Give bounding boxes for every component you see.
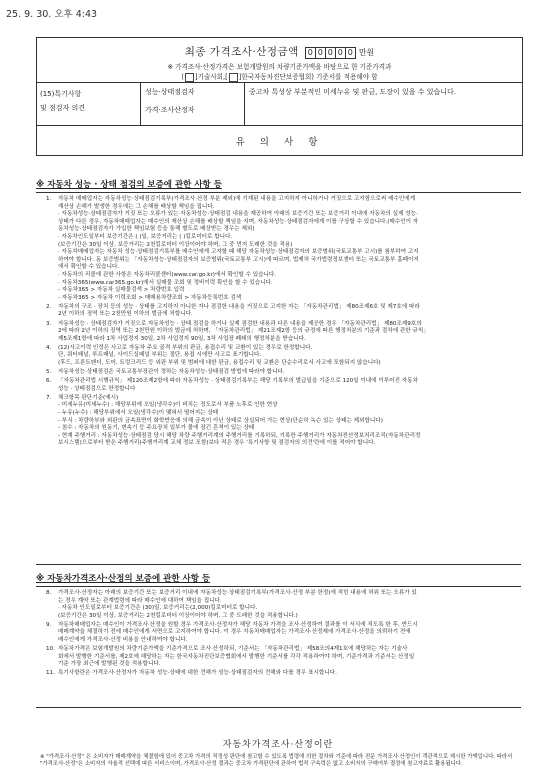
item-line: · 자동차 인도일로부터 보증기간은 (30)일, 보증거리는(2,000)킬로미터로 합니다.	[58, 605, 258, 612]
final-price-row	[37, 44, 522, 59]
item-line: 재산상 손해가 발생한 경우에는 그 손해를 배상할 책임을 집니다.	[58, 203, 215, 210]
item-number: 8.	[46, 590, 52, 596]
price-note-1: ※ 가격조사·산정가격은 보험개발원의 차량기준가액을 바탕으로 한 기준가격과	[167, 63, 392, 71]
notice-item	[46, 395, 516, 448]
item-line: 하여야 합니다. 동 보증범위는 「자동차성능·상태점검자의 보증범위(국토교통부 고시)에 따르며, 법제처 국가법령정보센터 또는 국토교통부 홈페이지	[58, 256, 419, 263]
item-line: 「자동차관리법 시행규칙」 제120조제2항에 따라 자동차성능 · 상태점검기록부는 해당 기록부의 발급일을 기준으로 120일 이내에 이루어진 자동차	[58, 378, 418, 385]
item-line: (보증기간은 30일 이상, 보증거리는 2천킬로미터 이상이어야 하며, 그 중 도래한 것을 적용합니다.)	[58, 612, 298, 619]
item-line: 매매계약을 체결하기 전에 매수인에게 서면으로 고지하여야 합니다. 이 경우 자동차매매업자는 가격조사·산정제에 가격조사·산정을 의뢰하기 전에	[58, 629, 411, 636]
item-line: 제5조제1항에 따라 1차 사업정지 30일, 2차 사업정지 90일, 3차 사업장 폐쇄의 행정처분을 받습니다.	[58, 335, 306, 342]
footer-title: 자동차가격조사·산정이란	[222, 740, 334, 750]
item-line: · 자동차매매업자는 자동차 성능·상태점검기록부를 매수인에게 고지할 때 해당 자동차성능·상태점검자의 보증범위(국토교통부 고시)를 첨부하여 고지	[58, 249, 419, 256]
price-note-2: ( ]기술사회,[ ]한국자동차진단보증협회) 기준서를 적용해야 함	[181, 73, 378, 81]
item-line: · 자동차성능·상태점검자가 거짓 또는 오류가 있는 자동차성능·상태점검 내용을 제공하여 아래의 보증기간 또는 보증거리 이내에 자동차의 실제 성능·	[58, 211, 418, 218]
notice-item	[46, 345, 516, 368]
item-line: 자동차성능 · 상태점검자가 거짓으로 자동차성능 · 상태 점검을 하거나 실제 점검한 내용과 다른 내용을 제공한 경우 「자동차관리법」 제80조제9호의	[58, 320, 422, 327]
assessor-role-label: 가격·조사산정자	[145, 106, 195, 114]
price-digit: 0	[345, 47, 356, 59]
item-line: 2년 이하의 징역 또는 2천만원 이하의 벌금에 처합니다.	[58, 311, 193, 318]
item-line: 가격조사·산정자는 아래의 보증기간 또는 보증거리 이내에 자동차성능·상태점검기록부(가격조사·산정 부분 한정)에 적힌 내용에 허위 또는 오류가 있	[58, 590, 417, 596]
notice-item	[46, 321, 516, 344]
price-digit: 0	[315, 47, 326, 59]
notice-item	[46, 590, 516, 620]
item-line: 단, 쿼터패널, 루프패널, 사이드실패널 부위는 절단, 용접 시에만 사고로 표기합니다.	[58, 352, 262, 359]
role-cell	[141, 83, 245, 125]
item-line: 매수인에게 가격조사·산정 비용을 안내하여야 합니다.	[58, 637, 188, 644]
notice-item	[46, 304, 516, 319]
item-line: 자동차의 구조 · 장치 등의 성능 · 상태를 고지하지 아니한 자나 점검한 내용을 거짓으로 고지한 자는 「자동차관리법」 제80조제6호 및 제7호에 따라	[58, 303, 420, 310]
section1-items	[46, 196, 516, 450]
item-line: - 부식 : 차량하부와 외판의 금속표면이 화학반응에 의해 금속이 아닌 상태로 상실되어 가는 현상(단순히 녹슨 있는 상태는 제외합니다)	[58, 417, 383, 424]
notice-item	[46, 378, 516, 393]
print-timestamp: 25. 9. 30. 오후 4:43	[6, 9, 98, 20]
item-line: (후드, 프론트펜더, 도어, 트렁크리드 등 외판 부위 및 범퍼에 대한 판금, 용접수리 및 교환은 단순수리로서 사고에 포함되지 않습니다)	[58, 359, 381, 366]
item-line: - 자동차365 > 자동차 이력조회 > 매매용차량조회 > 자동차등록번호 검색	[58, 294, 242, 301]
item-number: 5.	[46, 369, 52, 376]
item-number: 3.	[46, 320, 52, 327]
item-number: 1.	[46, 196, 52, 202]
item-line: - 누유(누수) : 해당부위에서 오일(냉각수)이 맺혀서 떨어지는 상태	[58, 410, 219, 417]
remarks-label-cell	[37, 83, 141, 125]
item-line: (12)사고이력 인정은 사고로 자동차 주요 골격 부위의 판금, 용접수리 및 교환이 있는 경우로 한정합니다.	[58, 344, 313, 351]
inspector-opinion-label: 및 점검자 의견	[40, 104, 86, 112]
item-line: 2에 따라 2년 이하의 징역 또는 2천만원 이하의 벌금에 처하며, 「자동차관리법」 제21조제2항 등의 규정에 따른 행정처분의 기준과 절차에 관한 규칙」	[58, 328, 429, 335]
notice-item	[46, 646, 516, 669]
item-line: · 자동차365(www.car365.go.kr)에서 실매물 조회 및 정비이력 확인을 할 수 있습니다.	[58, 279, 273, 286]
item-line: · 자동차의 리콜에 관한 사항은 자동차리콜센터(www.car.go.kr)에서 확인할 수 있습니다.	[58, 271, 277, 278]
remark-text: 중고차 특성상 부분적인 미세누유 및 판금, 도장이 있을 수 있습니다.	[249, 88, 457, 96]
notice-item	[46, 622, 516, 645]
item-line: - 현재 주행거리 : 자동차성능·상태점검 당시 해당 차량 주행거리계의 주행거리를 기록하되, 기록한 주행거리가 자동차전산정보처리조직(자동차관리정	[58, 432, 421, 439]
item-line: (보증기간은 30일 이상, 보증거리는 2천킬로미터 이상이어야 하며, 그 중 먼저 도래한 것을 적용)	[58, 241, 293, 248]
item-line: - 침수 : 자동차의 원동기, 변속기 등 주요장치 일부가 물에 잠긴 흔적이 있는 상태	[58, 425, 255, 432]
kadia-label: 한국자동차진단보증협회) 기준서를 적용해야 함	[241, 73, 378, 81]
price-digit: 0	[325, 47, 336, 59]
item-line: 에서 확인할 수 있습니다.	[58, 264, 120, 271]
section2-title: ※ 자동차가격조사·산정의 보증에 관한 사항 등	[36, 574, 211, 584]
section1-title: ※ 자동차 성능 · 상태 점검의 보증에 관한 사항 등	[36, 180, 222, 190]
item-line: - 자동차365 > 자동차 실매물검색 > 차량번호 입력	[58, 287, 185, 294]
price-digit: 0	[305, 47, 316, 59]
item-line: - 미세누유(미세누수) : 해당부위에 오일(냉각수)이 비치는 정도로서 부품 노후로 인한 현상	[58, 402, 278, 409]
item-number: 7.	[46, 394, 52, 401]
final-price-label: 최종 가격조사·산정금액	[184, 46, 299, 58]
item-line: 상태가 다른 경우, 자동차매매업자는 매수인의 재산상 손해를 배상할 책임을 지며, 자동차성능·상태점검자에게 이를 구상할 수 있습니다.(매수인이 자	[58, 218, 419, 225]
notice-item	[46, 369, 516, 377]
item-line: · 자동차인도일부터 보증기간은 ( )일, 보증거리는 ( )킬로미터로 합니다.	[58, 233, 233, 240]
item-line: 자동차가격은 보험개발원의 차량기준가액을 기준가격으로 조사·산정하되, 기준서는 「자동차관리법」 제58조의4제1호에 해당하는 자는 기술사	[58, 646, 408, 653]
item-number: 11.	[46, 670, 55, 677]
item-line: 는 경우 계약 또는 관계법령에 따라 매수인에 대하여 책임을 집니다.	[58, 597, 222, 604]
item-number: 10.	[46, 646, 55, 653]
item-line: 기준 가장 최근에 발행된 것을 적용합니다.	[58, 661, 161, 668]
item-number: 9.	[46, 621, 52, 628]
price-assessment-box	[36, 37, 523, 156]
item-line: 체크항목 판단기준(예시)	[58, 394, 119, 401]
item-number: 6.	[46, 378, 52, 385]
price-unit: 만원	[358, 48, 375, 57]
remarks-row	[37, 82, 522, 126]
item-line: 회에서 발행한 기준서를, 제2호에 해당하는 자는 한국자동차진단보증협회에서 발행한 기준서를 각각 적용하여야 하며, 기준가격과 기준서는 산정일	[58, 653, 415, 660]
notice-title: 유 의 사 항	[235, 137, 324, 148]
price-digit: 0	[335, 47, 346, 59]
checkbox-kadia[interactable]	[229, 73, 238, 82]
notice-item	[46, 670, 516, 678]
item-line: 자동차 매매업자는 자동차성능·상태점검기록부(가격조사·산정 부분 제외)에 기재된 내용을 고지하지 아니하거나 거짓으로 고지함으로써 매수인에게	[58, 196, 416, 202]
checkbox-tech-society[interactable]	[185, 73, 194, 82]
section2-items	[46, 590, 516, 680]
footer-text: ※ "가격조사·산정" 은 소비자가 매매계약을 체결함에 있어 중고차 가격의 적정성 판단에 참고할 수 있도록 법령에 의한 절차와 기준에 따라 전문 가격조사·산정인이 객관적으로 제시한 가액입니다. 따라서 "가격조사·산정"은 소비자의 자율적 선택에 따른 서비스이며, 가격조사·산정 결과는 중고차 가격판단에 관하여 법적 구속력은 없고 소비자의 구매여부 결정에 참고자료로 활용됩니다.	[40, 754, 513, 768]
item-line: 특기사항란은 가격조사·산정자가 자동차 성능·상태에 대한 견해가 성능·상태점검자의 견해와 다를 경우 표시합니다.	[58, 670, 337, 677]
item-line: 보시스템)으로부터 받은 주행거리(주행거리계 교체 정보 포함)보다 적은 경우 '특기사항 및 점검자의 의견'란에 이를 적어야 합니다.	[58, 440, 376, 447]
remarks-label: (15)특기사항	[40, 90, 82, 98]
item-number: 2.	[46, 303, 52, 310]
item-line: 자동차성능·상태점검은 국토교통부장관이 정하는 자동차성능·상태점검 방법에 따라야 합니다.	[58, 369, 285, 376]
item-line: 성능 · 상태점검으로 한정합니다	[58, 385, 136, 392]
tech-society-label: 기술사회,	[197, 73, 226, 81]
item-line: 동차성능·상태점검자가 가입한 책임보험 등을 통해 별도로 배상받는 경우는 제외)	[58, 226, 255, 233]
item-number: 4.	[46, 344, 52, 351]
item-line: 자동차매매업자는 매수인이 가격조사·산정을 원할 경우 가격조사·산정자가 해당 자동차 가격을 조사·산정하여 결과를 이 서식에 적도록 한 후, 반드시	[58, 621, 418, 628]
notice-item	[46, 196, 516, 302]
inspector-role-label: 성능·상태점검자	[145, 88, 195, 96]
